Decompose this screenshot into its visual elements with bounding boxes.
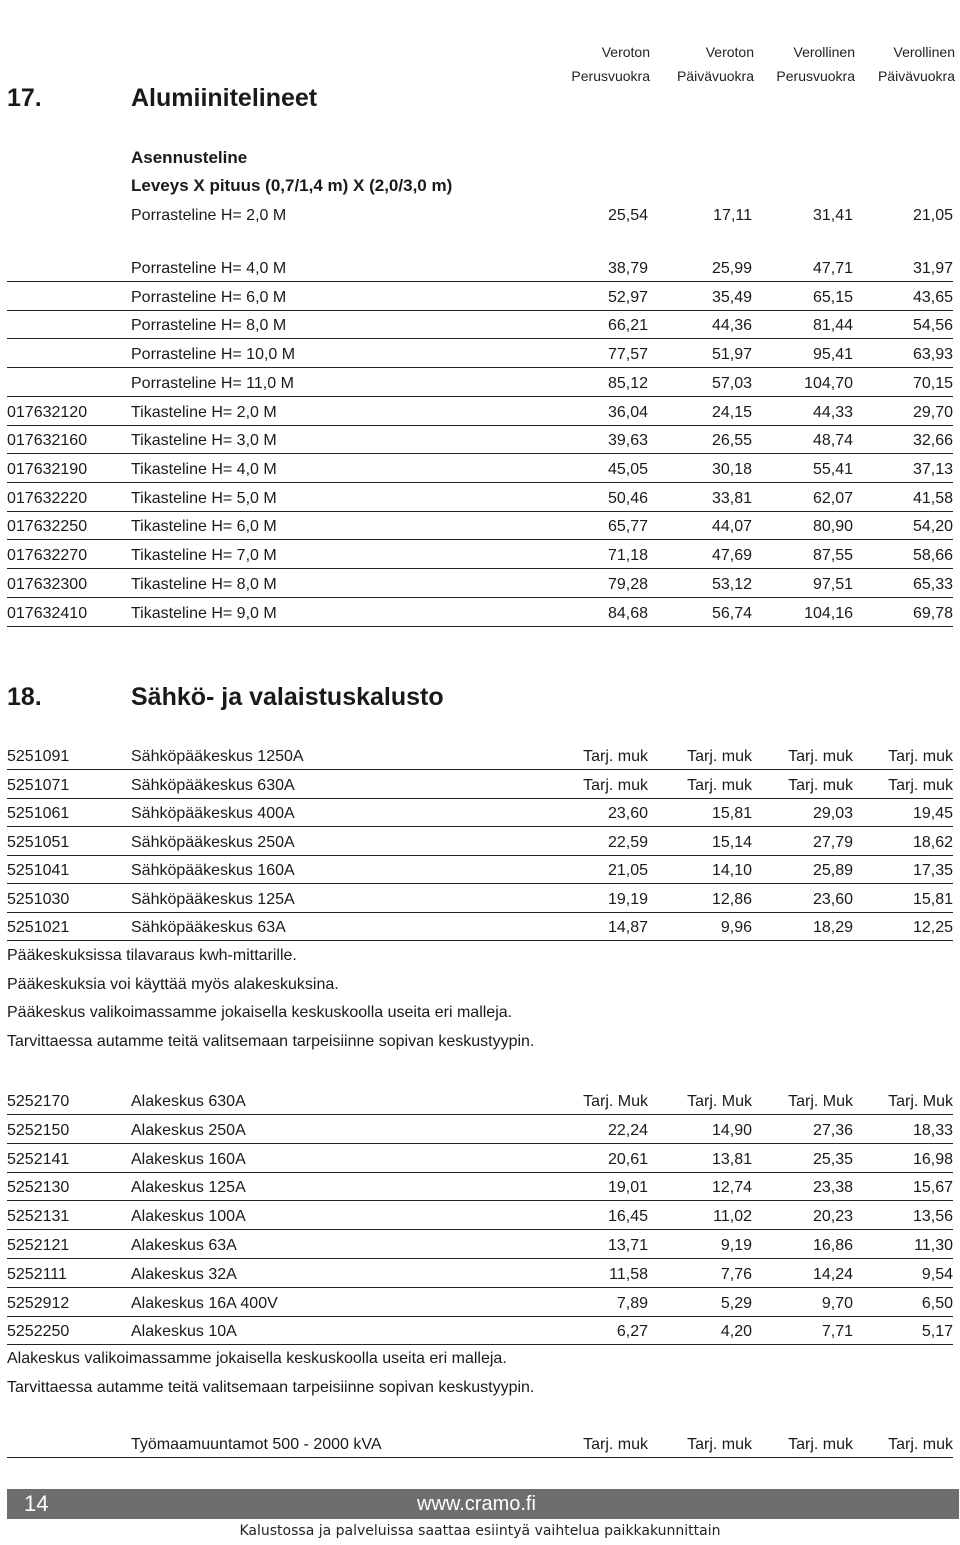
price-verollinen-perusvuokra: 23,38 <box>812 1179 853 1197</box>
section-17-number: 17. <box>7 84 42 112</box>
price-verollinen-paivavuokra: 15,67 <box>912 1179 953 1197</box>
price-verollinen-paivavuokra: 58,66 <box>912 547 953 564</box>
note-text: Alakeskus valikoimassamme jokaisella keskuskoolla useita eri malleja. <box>7 1350 507 1367</box>
note-text: Tarvittaessa autamme teitä valitsemaan tarpeisiinne sopivan keskustyypin. <box>7 1032 535 1050</box>
price-verollinen-paivavuokra: 18,62 <box>912 833 953 851</box>
price-veroton-paivavuokra: 53,12 <box>711 576 752 593</box>
item-code: 5251061 <box>7 805 70 822</box>
table-row <box>7 339 953 368</box>
table-row <box>7 483 953 512</box>
price-verollinen-paivavuokra: 9,54 <box>921 1265 953 1283</box>
item-name: Porrasteline H= 6,0 M <box>131 289 287 306</box>
item-name: Tikasteline H= 2,0 M <box>131 404 277 421</box>
item-name: Alakeskus 100A <box>131 1208 246 1226</box>
item-name: Sähköpääkeskus 125A <box>131 890 295 908</box>
price-veroton-paivavuokra: 7,76 <box>720 1265 752 1283</box>
price-veroton-perusvuokra: 66,21 <box>607 317 648 334</box>
price-verollinen-perusvuokra: Tarj. Muk <box>788 1093 853 1110</box>
item-name: Porrasteline H= 2,0 M <box>131 207 287 224</box>
price-verollinen-paivavuokra: 70,15 <box>912 375 953 392</box>
price-verollinen-perusvuokra: 31,41 <box>812 207 853 224</box>
table-row <box>7 511 953 540</box>
item-name: Alakeskus 125A <box>131 1179 246 1197</box>
price-verollinen-perusvuokra: 44,33 <box>812 404 853 421</box>
item-code: 5251091 <box>7 748 70 765</box>
price-verollinen-paivavuokra: 12,25 <box>912 919 953 936</box>
price-veroton-perusvuokra: 21,05 <box>607 862 648 879</box>
table-row <box>7 540 953 569</box>
price-verollinen-perusvuokra: 65,15 <box>812 289 853 306</box>
price-verollinen-perusvuokra: 23,60 <box>812 890 853 908</box>
table-row <box>7 855 953 884</box>
price-veroton-perusvuokra: 22,24 <box>607 1121 648 1139</box>
price-verollinen-perusvuokra: 25,89 <box>812 862 853 879</box>
item-code: 5251021 <box>7 919 70 936</box>
item-code: 017632250 <box>7 518 88 535</box>
price-verollinen-paivavuokra: 5,17 <box>921 1323 953 1341</box>
price-veroton-paivavuokra: Tarj. Muk <box>687 1093 752 1110</box>
price-veroton-paivavuokra: 35,49 <box>711 289 752 306</box>
price-veroton-perusvuokra: 22,59 <box>607 833 648 851</box>
price-veroton-paivavuokra: 47,69 <box>711 547 752 564</box>
table-row <box>7 368 953 397</box>
table-row <box>7 1259 953 1288</box>
item-code: 5252121 <box>7 1237 70 1254</box>
item-name: Sähköpääkeskus 630A <box>131 776 295 794</box>
price-veroton-paivavuokra: 57,03 <box>711 375 752 392</box>
price-veroton-paivavuokra: 56,74 <box>711 605 752 622</box>
price-verollinen-paivavuokra: Tarj. muk <box>888 748 953 765</box>
item-code: 017632410 <box>7 605 88 622</box>
price-veroton-paivavuokra: Tarj. muk <box>687 776 752 794</box>
price-veroton-paivavuokra: 30,18 <box>711 461 752 478</box>
price-veroton-perusvuokra: 45,05 <box>607 461 648 478</box>
table-row <box>7 1230 953 1259</box>
price-veroton-perusvuokra: 6,27 <box>616 1323 648 1341</box>
price-veroton-paivavuokra: 12,86 <box>711 890 752 908</box>
price-veroton-perusvuokra: 85,12 <box>607 375 648 392</box>
section-17-title: Alumiinitelineet <box>131 84 318 112</box>
price-veroton-perusvuokra: 20,61 <box>607 1150 648 1168</box>
item-name: Tikasteline H= 6,0 M <box>131 518 277 535</box>
table-row <box>7 1086 953 1115</box>
price-verollinen-paivavuokra: Tarj. Muk <box>888 1093 953 1110</box>
price-verollinen-perusvuokra: 47,71 <box>812 260 853 277</box>
item-name: Sähköpääkeskus 250A <box>131 833 295 851</box>
price-veroton-perusvuokra: 52,97 <box>607 289 648 306</box>
table-row <box>7 569 953 598</box>
note-text: Tarvittaessa autamme teitä valitsemaan tarpeisiinne sopivan keskustyypin. <box>7 1378 535 1396</box>
item-code: 5252170 <box>7 1093 70 1110</box>
note-text: Pääkeskuksia voi käyttää myös alakeskuksina. <box>7 975 339 993</box>
price-veroton-perusvuokra: 36,04 <box>607 404 648 421</box>
price-veroton-perusvuokra: 11,58 <box>609 1265 648 1283</box>
table-row <box>7 200 953 228</box>
price-verollinen-perusvuokra: 16,86 <box>812 1237 853 1254</box>
price-veroton-paivavuokra: 12,74 <box>711 1179 752 1197</box>
price-veroton-paivavuokra: Tarj. muk <box>687 748 752 765</box>
price-verollinen-perusvuokra: Tarj. muk <box>788 748 853 765</box>
price-veroton-perusvuokra: 23,60 <box>607 805 648 822</box>
price-verollinen-perusvuokra: 87,55 <box>812 547 853 564</box>
item-name: Porrasteline H= 8,0 M <box>131 317 287 334</box>
price-verollinen-paivavuokra: 19,45 <box>912 805 953 822</box>
price-veroton-perusvuokra: 71,18 <box>607 547 648 564</box>
price-verollinen-perusvuokra: 95,41 <box>812 346 853 363</box>
price-verollinen-paivavuokra: 63,93 <box>912 346 953 363</box>
column-header-veroton-perusvuokra: Veroton Perusvuokra <box>571 44 650 84</box>
item-name: Sähköpääkeskus 63A <box>131 919 286 936</box>
item-name: Tikasteline H= 4,0 M <box>131 461 277 478</box>
item-code: 017632120 <box>7 404 88 421</box>
price-veroton-perusvuokra: Tarj. muk <box>583 1436 648 1453</box>
price-veroton-paivavuokra: 44,36 <box>711 317 752 334</box>
price-verollinen-paivavuokra: 15,81 <box>912 890 953 908</box>
item-code: 017632190 <box>7 461 88 478</box>
price-verollinen-paivavuokra: 6,50 <box>921 1294 953 1312</box>
price-veroton-paivavuokra: 24,15 <box>711 404 752 421</box>
item-name: Porrasteline H= 11,0 M <box>131 375 294 392</box>
price-verollinen-perusvuokra: 104,70 <box>804 375 853 392</box>
price-verollinen-perusvuokra: 27,79 <box>812 833 853 851</box>
price-veroton-paivavuokra: 11,02 <box>713 1208 752 1226</box>
price-veroton-paivavuokra: 44,07 <box>711 518 752 535</box>
item-code: 017632270 <box>7 547 88 564</box>
table-row <box>7 798 953 827</box>
price-veroton-perusvuokra: Tarj. Muk <box>583 1093 648 1110</box>
item-name: Työmaamuuntamot 500 - 2000 kVA <box>131 1436 382 1453</box>
table-row <box>7 770 953 799</box>
price-verollinen-paivavuokra: 41,58 <box>912 490 953 507</box>
price-veroton-paivavuokra: 51,97 <box>711 346 752 363</box>
item-code: 5252131 <box>7 1208 70 1226</box>
item-name: Alakeskus 63A <box>131 1237 237 1254</box>
section-18-title: Sähkö- ja valaistuskalusto <box>131 683 444 711</box>
price-verollinen-paivavuokra: 43,65 <box>912 289 953 306</box>
price-veroton-perusvuokra: Tarj. muk <box>583 776 648 794</box>
price-veroton-perusvuokra: 77,57 <box>607 346 648 363</box>
table-row <box>7 741 953 770</box>
price-verollinen-paivavuokra: 31,97 <box>912 260 953 277</box>
table-row <box>7 1288 953 1317</box>
price-verollinen-perusvuokra: 80,90 <box>812 518 853 535</box>
price-verollinen-perusvuokra: 18,29 <box>812 919 853 936</box>
item-code: 017632220 <box>7 490 88 507</box>
table-row <box>7 454 953 483</box>
price-veroton-paivavuokra: 14,10 <box>711 862 752 879</box>
price-verollinen-paivavuokra: 21,05 <box>912 207 953 224</box>
price-veroton-perusvuokra: 79,28 <box>607 576 648 593</box>
table-row <box>7 1172 953 1201</box>
item-code: 5251041 <box>7 862 70 879</box>
price-verollinen-perusvuokra: Tarj. muk <box>788 776 853 794</box>
price-verollinen-perusvuokra: 81,44 <box>812 317 853 334</box>
price-verollinen-perusvuokra: 20,23 <box>812 1208 853 1226</box>
price-verollinen-perusvuokra: 25,35 <box>812 1150 853 1168</box>
price-veroton-paivavuokra: Tarj. muk <box>687 1436 752 1453</box>
item-name: Alakeskus 16A 400V <box>131 1294 278 1312</box>
price-veroton-paivavuokra: 9,96 <box>720 919 752 936</box>
item-code: 5252912 <box>7 1294 70 1312</box>
price-verollinen-paivavuokra: 17,35 <box>912 862 953 879</box>
price-verollinen-perusvuokra: 7,71 <box>821 1323 853 1341</box>
price-verollinen-paivavuokra: Tarj. muk <box>888 776 953 794</box>
price-verollinen-perusvuokra: 27,36 <box>812 1121 853 1139</box>
price-veroton-perusvuokra: 39,63 <box>607 432 648 449</box>
price-verollinen-paivavuokra: 16,98 <box>912 1150 953 1168</box>
item-name: Alakeskus 630A <box>131 1093 246 1110</box>
price-veroton-paivavuokra: 26,55 <box>711 432 752 449</box>
price-verollinen-paivavuokra: 69,78 <box>912 605 953 622</box>
page-number: 14 <box>24 1491 49 1516</box>
table-row <box>7 310 953 339</box>
item-code: 5252150 <box>7 1121 70 1139</box>
item-code: 5251051 <box>7 833 70 851</box>
item-name: Alakeskus 10A <box>131 1323 237 1341</box>
price-veroton-perusvuokra: 50,46 <box>607 490 648 507</box>
price-verollinen-perusvuokra: 62,07 <box>812 490 853 507</box>
price-veroton-perusvuokra: 19,19 <box>607 890 648 908</box>
table-row <box>7 282 953 311</box>
price-verollinen-paivavuokra: 18,33 <box>912 1121 953 1139</box>
price-veroton-paivavuokra: 33,81 <box>711 490 752 507</box>
item-code: 5252111 <box>7 1265 67 1283</box>
price-veroton-paivavuokra: 17,11 <box>713 207 752 224</box>
footer-disclaimer: Kalustossa ja palveluissa saattaa esiintyä vaihtelua paikkakunnittain <box>239 1523 721 1539</box>
price-verollinen-perusvuokra: 9,70 <box>821 1294 853 1312</box>
price-veroton-paivavuokra: 14,90 <box>711 1121 752 1139</box>
price-veroton-paivavuokra: 13,81 <box>711 1150 752 1168</box>
item-name: Tikasteline H= 5,0 M <box>131 490 277 507</box>
item-name: Sähköpääkeskus 400A <box>131 805 295 822</box>
price-veroton-paivavuokra: 9,19 <box>720 1237 752 1254</box>
item-name: Alakeskus 32A <box>131 1265 237 1283</box>
item-name: Alakeskus 160A <box>131 1150 246 1168</box>
table-row <box>7 884 953 913</box>
item-code: 5251030 <box>7 890 70 908</box>
table-row <box>7 253 953 282</box>
price-verollinen-perusvuokra: 48,74 <box>812 432 853 449</box>
price-verollinen-paivavuokra: 11,30 <box>914 1237 953 1254</box>
price-veroton-perusvuokra: 13,71 <box>607 1237 648 1254</box>
table-row <box>7 1316 953 1345</box>
price-veroton-paivavuokra: 15,14 <box>711 833 752 851</box>
table-row <box>7 1429 953 1458</box>
column-header-verollinen-paivavuokra: Verollinen Päivävuokra <box>877 44 955 84</box>
price-verollinen-paivavuokra: Tarj. muk <box>888 1436 953 1453</box>
price-verollinen-perusvuokra: Tarj. muk <box>788 1436 853 1453</box>
item-name: Tikasteline H= 7,0 M <box>131 547 277 564</box>
price-verollinen-paivavuokra: 65,33 <box>912 576 953 593</box>
section-17-subtitle: Asennusteline <box>131 148 248 167</box>
price-veroton-paivavuokra: 5,29 <box>720 1294 752 1312</box>
table-row <box>7 598 953 627</box>
price-veroton-paivavuokra: 25,99 <box>711 260 752 277</box>
price-veroton-paivavuokra: 4,20 <box>720 1323 752 1341</box>
item-code: 017632160 <box>7 432 88 449</box>
price-veroton-perusvuokra: 38,79 <box>607 260 648 277</box>
note-text: Pääkeskuksissa tilavaraus kwh-mittarille. <box>7 947 297 964</box>
item-name: Porrasteline H= 4,0 M <box>131 260 287 277</box>
price-verollinen-perusvuokra: 55,41 <box>812 461 853 478</box>
price-verollinen-paivavuokra: 54,56 <box>912 317 953 334</box>
price-verollinen-paivavuokra: 13,56 <box>912 1208 953 1226</box>
price-veroton-perusvuokra: 84,68 <box>607 605 648 622</box>
item-name: Alakeskus 250A <box>131 1121 246 1139</box>
price-veroton-perusvuokra: 65,77 <box>607 518 648 535</box>
table-row <box>7 1201 953 1230</box>
price-veroton-perusvuokra: Tarj. muk <box>583 748 648 765</box>
table-row <box>7 397 953 426</box>
website-link[interactable]: www.cramo.fi <box>417 1493 536 1515</box>
table-row <box>7 425 953 454</box>
price-verollinen-paivavuokra: 54,20 <box>912 518 953 535</box>
section-18-number: 18. <box>7 683 42 711</box>
price-veroton-perusvuokra: 7,89 <box>616 1294 648 1312</box>
item-name: Tikasteline H= 3,0 M <box>131 432 277 449</box>
price-verollinen-perusvuokra: 14,24 <box>812 1265 853 1283</box>
price-veroton-perusvuokra: 25,54 <box>607 207 648 224</box>
price-verollinen-paivavuokra: 37,13 <box>912 461 953 478</box>
price-veroton-perusvuokra: 16,45 <box>607 1208 648 1226</box>
item-name: Sähköpääkeskus 160A <box>131 862 295 879</box>
item-code: 5252141 <box>7 1150 70 1168</box>
column-header-veroton-paivavuokra: Veroton Päivävuokra <box>676 44 754 84</box>
price-verollinen-perusvuokra: 29,03 <box>812 805 853 822</box>
price-verollinen-perusvuokra: 97,51 <box>812 576 853 593</box>
item-name: Sähköpääkeskus 1250A <box>131 748 304 765</box>
item-code: 5252130 <box>7 1179 70 1197</box>
table-row <box>7 912 953 941</box>
table-row <box>7 1115 953 1144</box>
price-verollinen-paivavuokra: 29,70 <box>912 404 953 421</box>
item-code: 5251071 <box>7 776 70 794</box>
note-text: Pääkeskus valikoimassamme jokaisella keskuskoolla useita eri malleja. <box>7 1004 513 1021</box>
table-row <box>7 1144 953 1173</box>
column-header-verollinen-perusvuokra: Verollinen Perusvuokra <box>776 44 855 84</box>
table-row <box>7 827 953 856</box>
price-veroton-paivavuokra: 15,81 <box>711 805 752 822</box>
item-name: Porrasteline H= 10,0 M <box>131 346 296 363</box>
item-name: Tikasteline H= 9,0 M <box>131 605 277 622</box>
section-17-dimensions: Leveys X pituus (0,7/1,4 m) X (2,0/3,0 m) <box>131 176 453 195</box>
price-verollinen-paivavuokra: 32,66 <box>912 432 953 449</box>
price-verollinen-perusvuokra: 104,16 <box>804 605 853 622</box>
item-code: 5252250 <box>7 1323 70 1341</box>
item-name: Tikasteline H= 8,0 M <box>131 576 277 593</box>
price-veroton-perusvuokra: 19,01 <box>607 1179 648 1197</box>
price-veroton-perusvuokra: 14,87 <box>607 919 648 936</box>
item-code: 017632300 <box>7 576 88 593</box>
